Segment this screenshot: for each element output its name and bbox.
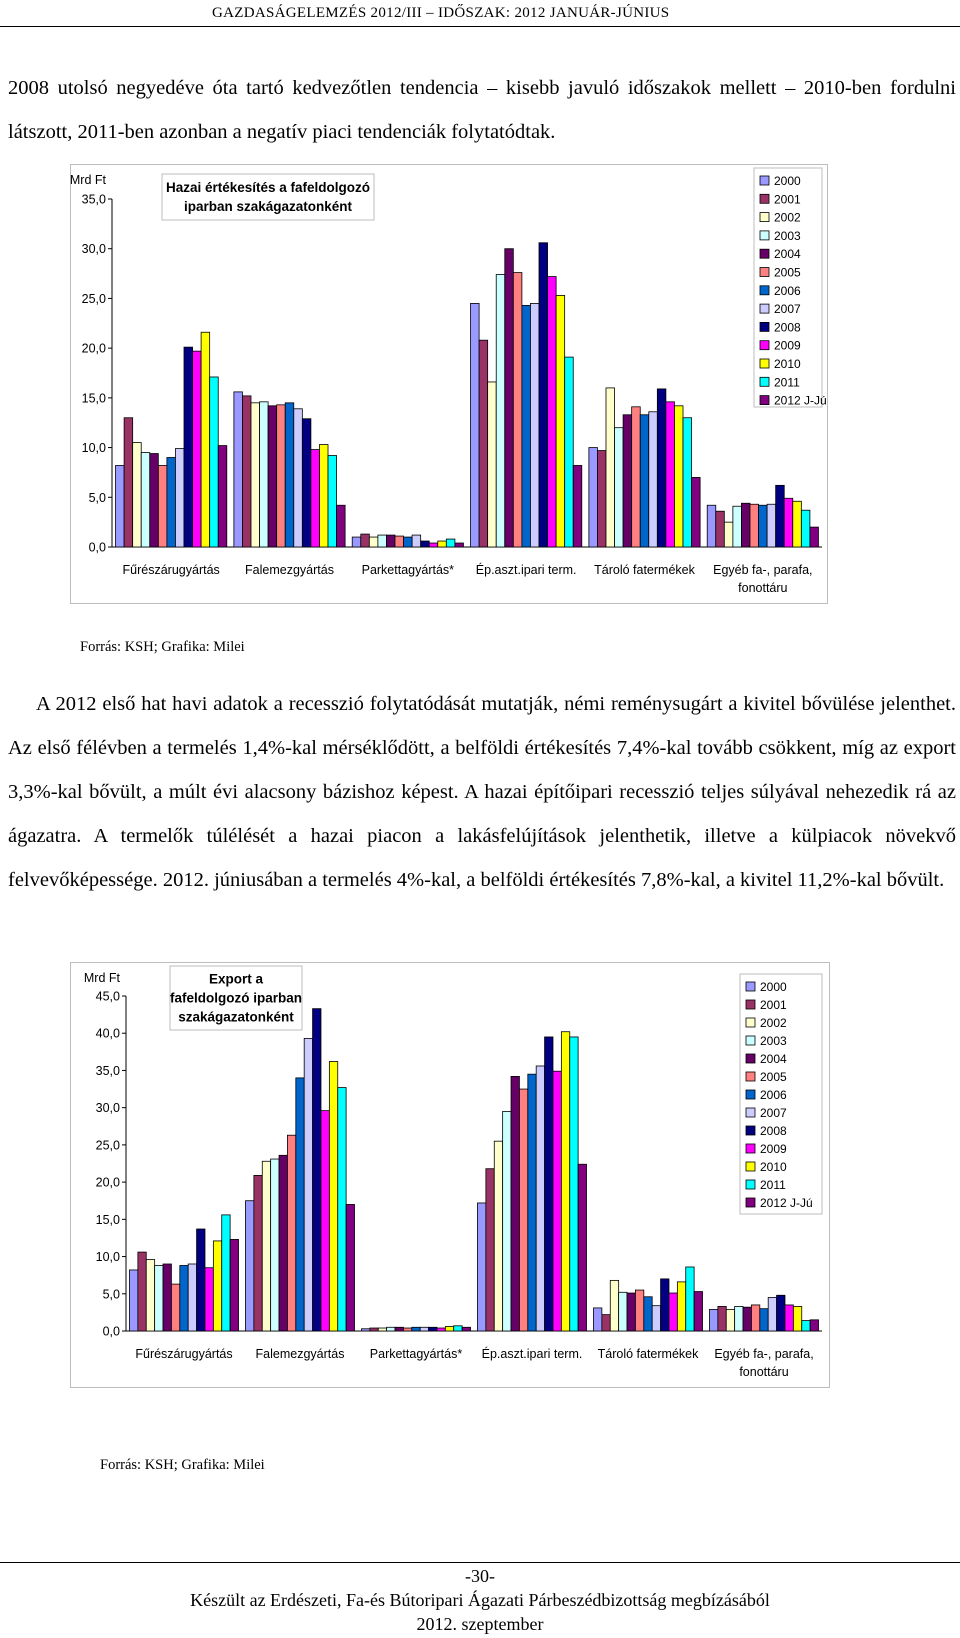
bar-2001 xyxy=(138,1252,146,1331)
page-header xyxy=(0,0,960,30)
bar-2006 xyxy=(285,403,294,547)
bar-2001 xyxy=(486,1169,494,1331)
legend-swatch xyxy=(746,1054,755,1063)
bar-2002 xyxy=(369,537,378,547)
bar-2004 xyxy=(743,1307,751,1331)
bar-2001 xyxy=(361,534,370,547)
bar-2004 xyxy=(511,1076,519,1331)
bar-2011 xyxy=(222,1215,230,1331)
y-tick-label: 15,0 xyxy=(81,391,106,406)
chart-source-2: Forrás: KSH; Grafika: Milei xyxy=(100,1457,265,1473)
bar-2009 xyxy=(669,1293,677,1331)
y-unit-label: Mrd Ft xyxy=(83,971,120,985)
legend-label: 2008 xyxy=(774,320,801,335)
bar-2007 xyxy=(420,1327,428,1331)
bar-2012-J-Jú xyxy=(573,465,582,547)
legend-label: 2006 xyxy=(774,283,801,298)
bar-2006 xyxy=(412,1327,420,1331)
legend-swatch xyxy=(760,322,769,331)
legend-swatch xyxy=(746,1018,755,1027)
bar-2012-J-Jú xyxy=(346,1204,354,1331)
bar-2005 xyxy=(171,1284,179,1331)
category-label: Parkettagyártás* xyxy=(369,1347,463,1361)
category-label: fonottáru xyxy=(738,581,788,595)
y-tick-label: 20,0 xyxy=(95,1175,120,1190)
legend-label: 2009 xyxy=(774,338,801,353)
bar-2004 xyxy=(279,1155,287,1331)
category-label: Egyéb fa-, parafa, xyxy=(713,563,813,577)
legend-label: 2002 xyxy=(760,1016,787,1030)
category-label: Ép.aszt.ipari term. xyxy=(475,563,577,577)
bar-2000 xyxy=(234,392,243,547)
bar-2004 xyxy=(623,415,632,547)
bar-2000 xyxy=(477,1203,485,1331)
y-tick-label: 0,0 xyxy=(88,540,106,555)
bar-2000 xyxy=(709,1309,717,1331)
domestic-sales-chart xyxy=(70,164,828,604)
bar-2008 xyxy=(302,419,311,547)
bar-2008 xyxy=(777,1295,785,1331)
bar-2010 xyxy=(438,541,447,547)
y-tick-label: 25,0 xyxy=(95,1138,120,1153)
export-chart xyxy=(70,962,830,1388)
legend-label: 2001 xyxy=(774,192,801,207)
footer-date: 2012. szeptember xyxy=(416,1614,544,1634)
category-label: Fűrészárugyártás xyxy=(135,1347,233,1361)
bar-2010 xyxy=(793,1306,801,1331)
legend-label: 2012 J-Jú xyxy=(760,1196,813,1210)
bar-2003 xyxy=(387,1327,395,1331)
bar-2002 xyxy=(251,403,260,547)
legend-swatch xyxy=(760,377,769,386)
y-tick-label: 40,0 xyxy=(95,1026,120,1041)
bar-2009 xyxy=(784,498,793,547)
y-tick-label: 30,0 xyxy=(95,1101,120,1116)
bar-2003 xyxy=(155,1265,163,1331)
bar-2010 xyxy=(556,295,565,547)
bar-2006 xyxy=(296,1078,304,1331)
bar-2001 xyxy=(479,340,488,547)
legend-label: 2010 xyxy=(774,357,801,371)
bar-2006 xyxy=(640,415,649,547)
bar-2012-J-Jú xyxy=(455,543,464,547)
bar-2003 xyxy=(271,1159,279,1331)
bar-2011 xyxy=(683,418,692,547)
y-tick-label: 30,0 xyxy=(81,242,106,257)
bar-2005 xyxy=(632,407,641,547)
bar-2005 xyxy=(635,1290,643,1331)
bar-2011 xyxy=(802,1321,810,1331)
legend-label: 2012 J-Jú xyxy=(774,393,827,408)
legend-swatch xyxy=(746,982,755,991)
bar-2003 xyxy=(615,428,624,547)
legend-label: 2011 xyxy=(760,1178,786,1192)
bar-2012-J-Jú xyxy=(218,446,227,547)
bar-2005 xyxy=(277,405,286,547)
legend-swatch xyxy=(746,1198,755,1207)
bar-2001 xyxy=(716,511,725,547)
bar-2011 xyxy=(454,1326,462,1331)
bar-2005 xyxy=(513,273,522,547)
bar-2004 xyxy=(627,1293,635,1331)
bar-2007 xyxy=(530,303,539,547)
bar-2011 xyxy=(570,1037,578,1331)
bar-2002 xyxy=(262,1161,270,1331)
legend-label: 2000 xyxy=(760,980,787,994)
bar-2004 xyxy=(150,454,159,547)
bar-2011 xyxy=(565,357,574,547)
bar-2005 xyxy=(158,465,167,547)
bar-2002 xyxy=(146,1260,154,1331)
bar-2001 xyxy=(124,418,133,547)
bar-2009 xyxy=(321,1111,329,1331)
bar-2009 xyxy=(193,351,202,547)
page-number: -30- xyxy=(465,1566,495,1586)
category-label: Tároló fatermékek xyxy=(594,563,695,577)
bar-2009 xyxy=(205,1268,213,1331)
legend-swatch xyxy=(760,396,769,405)
legend-label: 2004 xyxy=(760,1052,787,1066)
bar-2003 xyxy=(260,402,269,547)
legend-label: 2007 xyxy=(760,1106,787,1120)
bar-2011 xyxy=(210,377,219,547)
bar-2011 xyxy=(338,1088,346,1331)
chart-svg xyxy=(70,164,828,604)
y-unit-label: Mrd Ft xyxy=(69,173,106,187)
bar-2006 xyxy=(522,305,531,547)
bar-2007 xyxy=(188,1264,196,1331)
category-label: fonottáru xyxy=(739,1365,789,1379)
bar-2011 xyxy=(801,510,810,547)
y-tick-label: 5,0 xyxy=(88,490,106,505)
bar-2011 xyxy=(686,1267,694,1331)
legend-swatch xyxy=(746,1108,755,1117)
bar-2008 xyxy=(545,1037,553,1331)
bar-2001 xyxy=(718,1306,726,1331)
bar-2000 xyxy=(129,1270,137,1331)
category-label: Fűrészárugyártás xyxy=(122,563,220,577)
y-tick-label: 10,0 xyxy=(81,441,106,456)
bar-2003 xyxy=(619,1292,627,1331)
legend-label: 2000 xyxy=(774,174,801,188)
bar-2004 xyxy=(741,503,750,547)
y-tick-label: 35,0 xyxy=(81,192,106,207)
y-tick-label: 10,0 xyxy=(95,1250,120,1265)
bar-2009 xyxy=(311,450,320,547)
bar-2000 xyxy=(116,465,125,547)
bar-2000 xyxy=(352,537,361,547)
bar-2007 xyxy=(649,412,658,547)
bar-2002 xyxy=(494,1141,502,1331)
legend-swatch xyxy=(746,1126,755,1135)
bar-2000 xyxy=(593,1308,601,1331)
bar-2005 xyxy=(519,1089,527,1331)
legend-label: 2003 xyxy=(774,228,801,243)
category-label: Parkettagyártás* xyxy=(361,563,455,577)
category-label: Falemezgyártás xyxy=(255,1347,345,1361)
bar-2008 xyxy=(197,1229,205,1331)
bar-2001 xyxy=(602,1315,610,1331)
bar-2006 xyxy=(167,458,176,547)
legend-swatch xyxy=(746,1036,755,1045)
bar-2006 xyxy=(404,537,413,547)
bar-2007 xyxy=(412,535,421,547)
bar-2009 xyxy=(666,402,675,547)
legend-label: 2003 xyxy=(760,1034,787,1048)
bar-2012-J-Jú xyxy=(692,477,701,547)
bar-2007 xyxy=(767,504,776,547)
header-title: GAZDASÁGELEMZÉS 2012/III – IDŐSZAK: 2012 JANUÁR-JÚNIUS xyxy=(212,5,670,21)
bar-2002 xyxy=(378,1328,386,1331)
bar-2004 xyxy=(163,1264,171,1331)
bar-2002 xyxy=(610,1280,618,1331)
legend-swatch xyxy=(760,249,769,258)
y-tick-label: 0,0 xyxy=(102,1324,120,1339)
category-label: Egyéb fa-, parafa, xyxy=(714,1347,814,1361)
bar-2008 xyxy=(657,389,666,547)
legend-label: 2002 xyxy=(774,210,801,225)
bar-2003 xyxy=(496,275,505,547)
y-tick-label: 5,0 xyxy=(102,1287,120,1302)
bar-2004 xyxy=(386,535,395,547)
bar-2010 xyxy=(213,1241,221,1331)
legend-label: 2011 xyxy=(774,375,800,390)
bar-2001 xyxy=(370,1328,378,1331)
y-tick-label: 25,0 xyxy=(81,291,106,306)
bar-2003 xyxy=(735,1306,743,1331)
bar-2009 xyxy=(429,543,438,547)
bar-2010 xyxy=(319,445,328,547)
legend-label: 2010 xyxy=(760,1160,787,1174)
category-label: Falemezgyártás xyxy=(245,563,334,577)
legend-swatch xyxy=(746,1072,755,1081)
bar-2001 xyxy=(242,396,251,547)
bar-2001 xyxy=(597,451,606,547)
legend-label: 2005 xyxy=(760,1070,787,1084)
category-label: Tároló fatermékek xyxy=(597,1347,699,1361)
bar-2008 xyxy=(539,243,548,547)
legend-swatch xyxy=(746,1180,755,1189)
bar-2008 xyxy=(184,347,193,547)
bar-2003 xyxy=(733,506,742,547)
bar-2009 xyxy=(548,277,557,547)
bar-2000 xyxy=(245,1201,253,1331)
legend-label: 2001 xyxy=(760,998,787,1012)
bar-2007 xyxy=(536,1066,544,1331)
y-tick-label: 45,0 xyxy=(95,989,120,1004)
bar-2011 xyxy=(446,539,455,547)
bar-2000 xyxy=(707,505,716,547)
legend-swatch xyxy=(760,286,769,295)
bar-2003 xyxy=(378,535,387,547)
legend-swatch xyxy=(760,268,769,277)
y-tick-label: 35,0 xyxy=(95,1063,120,1078)
bar-2006 xyxy=(180,1265,188,1331)
bar-2012-J-Jú xyxy=(337,505,346,547)
bar-2010 xyxy=(677,1282,685,1331)
intro-paragraph: 2008 utolsó negyedéve óta tartó kedvezőtlen tendencia – kisebb javuló időszakok mellett – 2010-ben fordulni látszott, 2011-ben azonban a negatív piaci tendenciák folytatódtak. xyxy=(8,77,956,143)
bar-2009 xyxy=(553,1071,561,1331)
legend-swatch xyxy=(760,194,769,203)
legend-label: 2007 xyxy=(774,302,801,317)
bar-2005 xyxy=(403,1328,411,1331)
header-rule xyxy=(0,26,960,27)
bar-2011 xyxy=(328,456,337,547)
footer-commission: Készült az Erdészeti, Fa-és Bútoripari Ágazati Párbeszédbizottság megbízásából xyxy=(190,1590,770,1610)
bar-2008 xyxy=(776,485,785,547)
bar-2000 xyxy=(589,448,598,547)
bar-2001 xyxy=(254,1175,262,1331)
legend-swatch xyxy=(760,341,769,350)
legend-swatch xyxy=(760,359,769,368)
bar-2004 xyxy=(268,406,277,547)
bar-2002 xyxy=(606,388,615,547)
bar-2000 xyxy=(361,1329,369,1331)
y-tick-label: 15,0 xyxy=(95,1212,120,1227)
bar-2006 xyxy=(528,1074,536,1331)
bar-2006 xyxy=(760,1309,768,1331)
bar-2007 xyxy=(768,1298,776,1332)
bar-2008 xyxy=(313,1009,321,1331)
legend-label: 2009 xyxy=(760,1142,787,1156)
bar-2002 xyxy=(724,522,733,547)
bar-2008 xyxy=(661,1279,669,1331)
body-paragraph: A 2012 első hat havi adatok a recesszió folytatódását mutatják, némi reménysugárt a kivitel bővülése jelenthet. Az első félévben a termelés 1,4%-kal mérséklődött, a belföldi értékesítés 7,4%-kal tovább csökkent, míg az export 3,3%-kal bővült, a múlt évi alacsony bázishoz képest. A hazai építőipari recesszió teljes súlyával nehezedik rá az ágazatra. A termelők túlélését a hazai piacon a lakásfelújítások jelenthetik, illetve a külpiacok növekvő felvevőképessége. 2012. júniusában a termelés 4%-kal, a belföldi értékesítés 7,8%-kal, a kivitel 11,2%-kal bővült. xyxy=(8,693,956,891)
bar-2012-J-Jú xyxy=(694,1292,702,1331)
bar-2010 xyxy=(674,406,683,547)
bar-2007 xyxy=(175,449,184,547)
bar-2007 xyxy=(652,1306,660,1331)
bar-2002 xyxy=(133,443,142,547)
bar-2010 xyxy=(561,1032,569,1331)
legend-swatch xyxy=(760,231,769,240)
bar-2010 xyxy=(793,501,802,547)
bar-2009 xyxy=(437,1328,445,1331)
legend-swatch xyxy=(746,1090,755,1099)
bar-2005 xyxy=(751,1305,759,1331)
bar-2012-J-Jú xyxy=(578,1164,586,1331)
bar-2003 xyxy=(141,453,150,547)
bar-2008 xyxy=(429,1327,437,1331)
bar-2012-J-Jú xyxy=(810,527,819,547)
chart-title-line: Hazai értékesítés a fafeldolgozó xyxy=(165,180,371,195)
bar-2008 xyxy=(421,541,430,547)
bar-2007 xyxy=(304,1038,312,1331)
bar-2012-J-Jú xyxy=(810,1320,818,1331)
bar-2002 xyxy=(726,1309,734,1331)
bar-2006 xyxy=(759,505,768,547)
bar-2004 xyxy=(395,1327,403,1331)
bar-2010 xyxy=(329,1062,337,1331)
legend-swatch xyxy=(746,1144,755,1153)
chart-source-1: Forrás: KSH; Grafika: Milei xyxy=(80,639,245,655)
legend-swatch xyxy=(746,1162,755,1171)
chart-title-line: Export a xyxy=(208,971,264,987)
bar-2002 xyxy=(488,382,497,547)
y-tick-label: 20,0 xyxy=(81,341,106,356)
legend-label: 2004 xyxy=(774,247,801,262)
bar-2006 xyxy=(644,1297,652,1331)
chart-title-line: iparban szakágazatonként xyxy=(183,199,353,214)
bar-2003 xyxy=(503,1111,511,1331)
chart-title-line: fafeldolgozó iparban xyxy=(169,990,303,1006)
bar-2005 xyxy=(287,1135,295,1331)
legend-swatch xyxy=(760,213,769,222)
category-label: Ép.aszt.ipari term. xyxy=(481,1347,583,1361)
bar-2005 xyxy=(750,504,759,547)
footer-rule xyxy=(0,1562,960,1563)
legend-label: 2008 xyxy=(760,1124,787,1138)
bar-2012-J-Jú xyxy=(230,1239,238,1331)
legend-swatch xyxy=(746,1000,755,1009)
legend-label: 2006 xyxy=(760,1088,787,1102)
chart-svg xyxy=(70,962,830,1388)
legend-label: 2005 xyxy=(774,265,801,280)
bar-2004 xyxy=(505,249,514,547)
legend-swatch xyxy=(760,304,769,313)
bar-2000 xyxy=(471,303,480,547)
bar-2010 xyxy=(201,332,210,547)
bar-2007 xyxy=(294,409,303,547)
bar-2012-J-Jú xyxy=(462,1327,470,1331)
bar-2009 xyxy=(785,1305,793,1331)
chart-title-line: szakágazatonként xyxy=(178,1009,294,1025)
legend-swatch xyxy=(760,176,769,185)
bar-2005 xyxy=(395,536,404,547)
bar-2010 xyxy=(445,1327,453,1331)
